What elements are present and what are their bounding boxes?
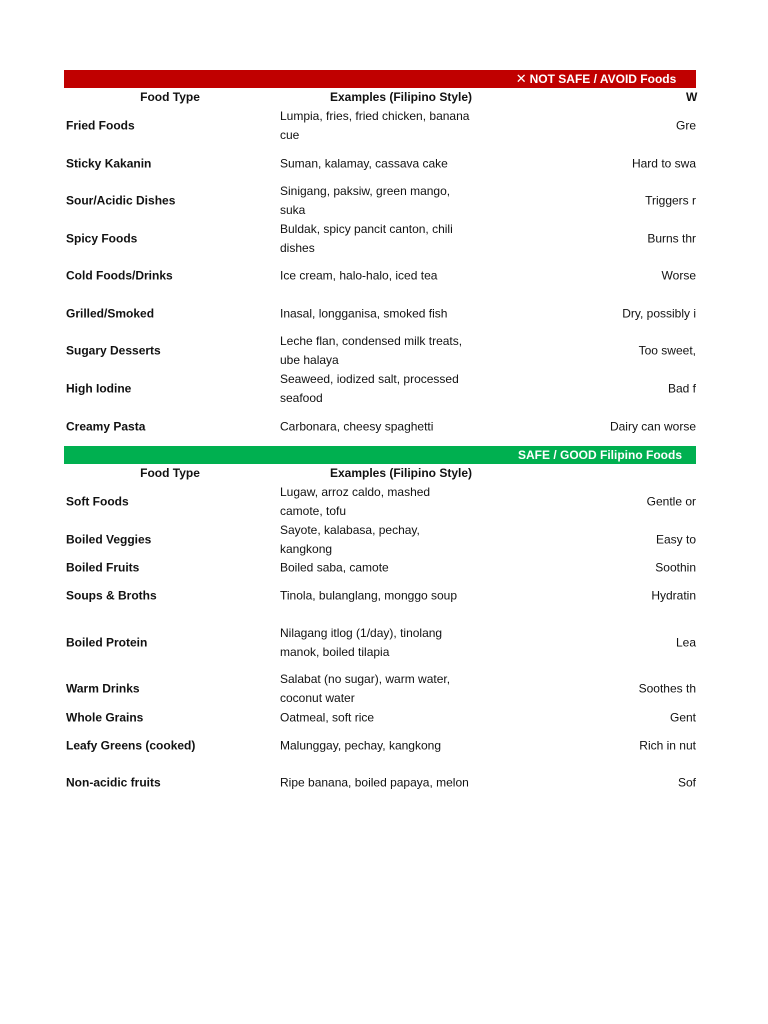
examples-cell: Boiled saba, camote bbox=[280, 560, 389, 574]
examples-cell: Tinola, bulanglang, monggo soup bbox=[280, 588, 458, 603]
why-cell: Worse bbox=[661, 268, 696, 283]
food-type-cell: Sour/Acidic Dishes bbox=[66, 193, 176, 208]
why-cell: Soothes th bbox=[638, 681, 696, 696]
examples-cell: Oatmeal, soft rice bbox=[280, 710, 375, 725]
avoid-header-why: W bbox=[686, 90, 698, 104]
table-row bbox=[64, 107, 696, 145]
table-row bbox=[64, 764, 696, 802]
examples-cell: Lumpia, fries, fried chicken, banana cue bbox=[280, 109, 470, 142]
why-cell: Sof bbox=[677, 775, 696, 790]
why-cell: Dairy can worse bbox=[609, 419, 696, 433]
examples-cell: Sayote, kalabasa, pechay, kangkong bbox=[280, 522, 420, 556]
table-row bbox=[64, 577, 696, 615]
food-type-cell: Soft Foods bbox=[66, 494, 129, 509]
table-row bbox=[64, 708, 696, 728]
food-type-cell: Boiled Veggies bbox=[66, 532, 152, 546]
avoid-banner bbox=[64, 70, 696, 88]
why-cell: Triggers r bbox=[645, 193, 696, 208]
why-cell: Hard to swa bbox=[631, 156, 696, 170]
why-cell: Burns thr bbox=[647, 231, 696, 245]
table-row bbox=[64, 220, 696, 257]
table-row bbox=[64, 182, 696, 220]
table-row bbox=[64, 558, 696, 577]
why-cell: Too sweet, bbox=[638, 343, 696, 358]
table-row bbox=[64, 145, 696, 182]
food-type-cell: Creamy Pasta bbox=[66, 419, 146, 433]
table-row bbox=[64, 521, 696, 558]
examples-cell: Ice cream, halo-halo, iced tea bbox=[280, 268, 438, 283]
examples-cell: Ripe banana, boiled papaya, melon bbox=[280, 775, 469, 790]
why-cell: Gentle or bbox=[646, 494, 696, 509]
table-row bbox=[64, 257, 696, 295]
food-type-cell: Cold Foods/Drinks bbox=[66, 268, 173, 283]
avoid-header-examples: Examples (Filipino Style) bbox=[329, 90, 473, 104]
food-type-cell: Spicy Foods bbox=[66, 231, 138, 245]
food-type-cell: Sugary Desserts bbox=[66, 343, 161, 358]
food-guide-sheet bbox=[64, 70, 696, 802]
table-row bbox=[64, 615, 696, 670]
table-row bbox=[64, 295, 696, 332]
examples-cell: Seaweed, iodized salt, processed seafood bbox=[280, 371, 459, 405]
table-row bbox=[64, 728, 696, 764]
why-cell: Bad f bbox=[667, 381, 696, 395]
food-type-cell: Whole Grains bbox=[66, 710, 144, 725]
table-row bbox=[64, 370, 696, 407]
safe-header-row bbox=[64, 464, 696, 483]
examples-cell: Nilagang itlog (1/day), tinolang manok, boiled tilapia bbox=[280, 625, 443, 659]
food-type-cell: Boiled Fruits bbox=[66, 560, 140, 574]
examples-cell: Suman, kalamay, cassava cake bbox=[280, 156, 448, 170]
safe-banner-title: SAFE / GOOD Filipino Foods bbox=[518, 448, 682, 462]
food-type-cell: Warm Drinks bbox=[66, 681, 140, 696]
food-type-cell: Sticky Kakanin bbox=[66, 156, 152, 170]
avoid-banner-title: NOT SAFE / AVOID Foods bbox=[529, 72, 677, 86]
examples-cell: Carbonara, cheesy spaghetti bbox=[280, 419, 434, 433]
cross-mark-icon: ✕ bbox=[515, 71, 527, 86]
table-row bbox=[64, 670, 696, 708]
why-cell: Gre bbox=[675, 118, 696, 133]
examples-cell: Salabat (no sugar), warm water, coconut water bbox=[280, 672, 451, 705]
food-type-cell: Non-acidic fruits bbox=[66, 775, 161, 790]
food-type-cell: Grilled/Smoked bbox=[66, 306, 155, 320]
why-cell: Soothin bbox=[655, 560, 696, 574]
why-cell: Easy to bbox=[655, 532, 696, 546]
table-row bbox=[64, 483, 696, 521]
examples-cell: Malunggay, pechay, kangkong bbox=[280, 738, 441, 753]
examples-cell: Sinigang, paksiw, green mango, suka bbox=[280, 184, 451, 217]
food-type-cell: Soups & Broths bbox=[66, 588, 157, 603]
avoid-header-food-type: Food Type bbox=[140, 90, 200, 104]
food-type-cell: Fried Foods bbox=[66, 118, 135, 133]
why-cell: Rich in nut bbox=[639, 738, 696, 753]
safe-header-food-type: Food Type bbox=[140, 466, 200, 480]
food-type-cell: Boiled Protein bbox=[66, 635, 148, 649]
why-cell: Lea bbox=[675, 635, 696, 649]
avoid-rows bbox=[64, 107, 696, 446]
safe-header-examples: Examples (Filipino Style) bbox=[329, 466, 473, 480]
table-row bbox=[64, 407, 696, 446]
why-cell: Dry, possibly i bbox=[622, 306, 696, 320]
safe-rows bbox=[64, 483, 696, 802]
examples-cell: Lugaw, arroz caldo, mashed camote, tofu bbox=[280, 485, 431, 518]
examples-cell: Buldak, spicy pancit canton, chili dishes bbox=[280, 221, 453, 255]
examples-cell: Leche flan, condensed milk treats, ube halaya bbox=[280, 334, 463, 367]
food-type-cell: High Iodine bbox=[66, 381, 132, 395]
why-cell: Hydratin bbox=[651, 588, 696, 603]
table-row bbox=[64, 332, 696, 370]
safe-banner bbox=[64, 446, 696, 464]
why-cell: Gent bbox=[669, 710, 696, 725]
examples-cell: Inasal, longganisa, smoked fish bbox=[280, 306, 448, 320]
food-type-cell: Leafy Greens (cooked) bbox=[66, 738, 196, 753]
avoid-header-row bbox=[64, 88, 696, 107]
